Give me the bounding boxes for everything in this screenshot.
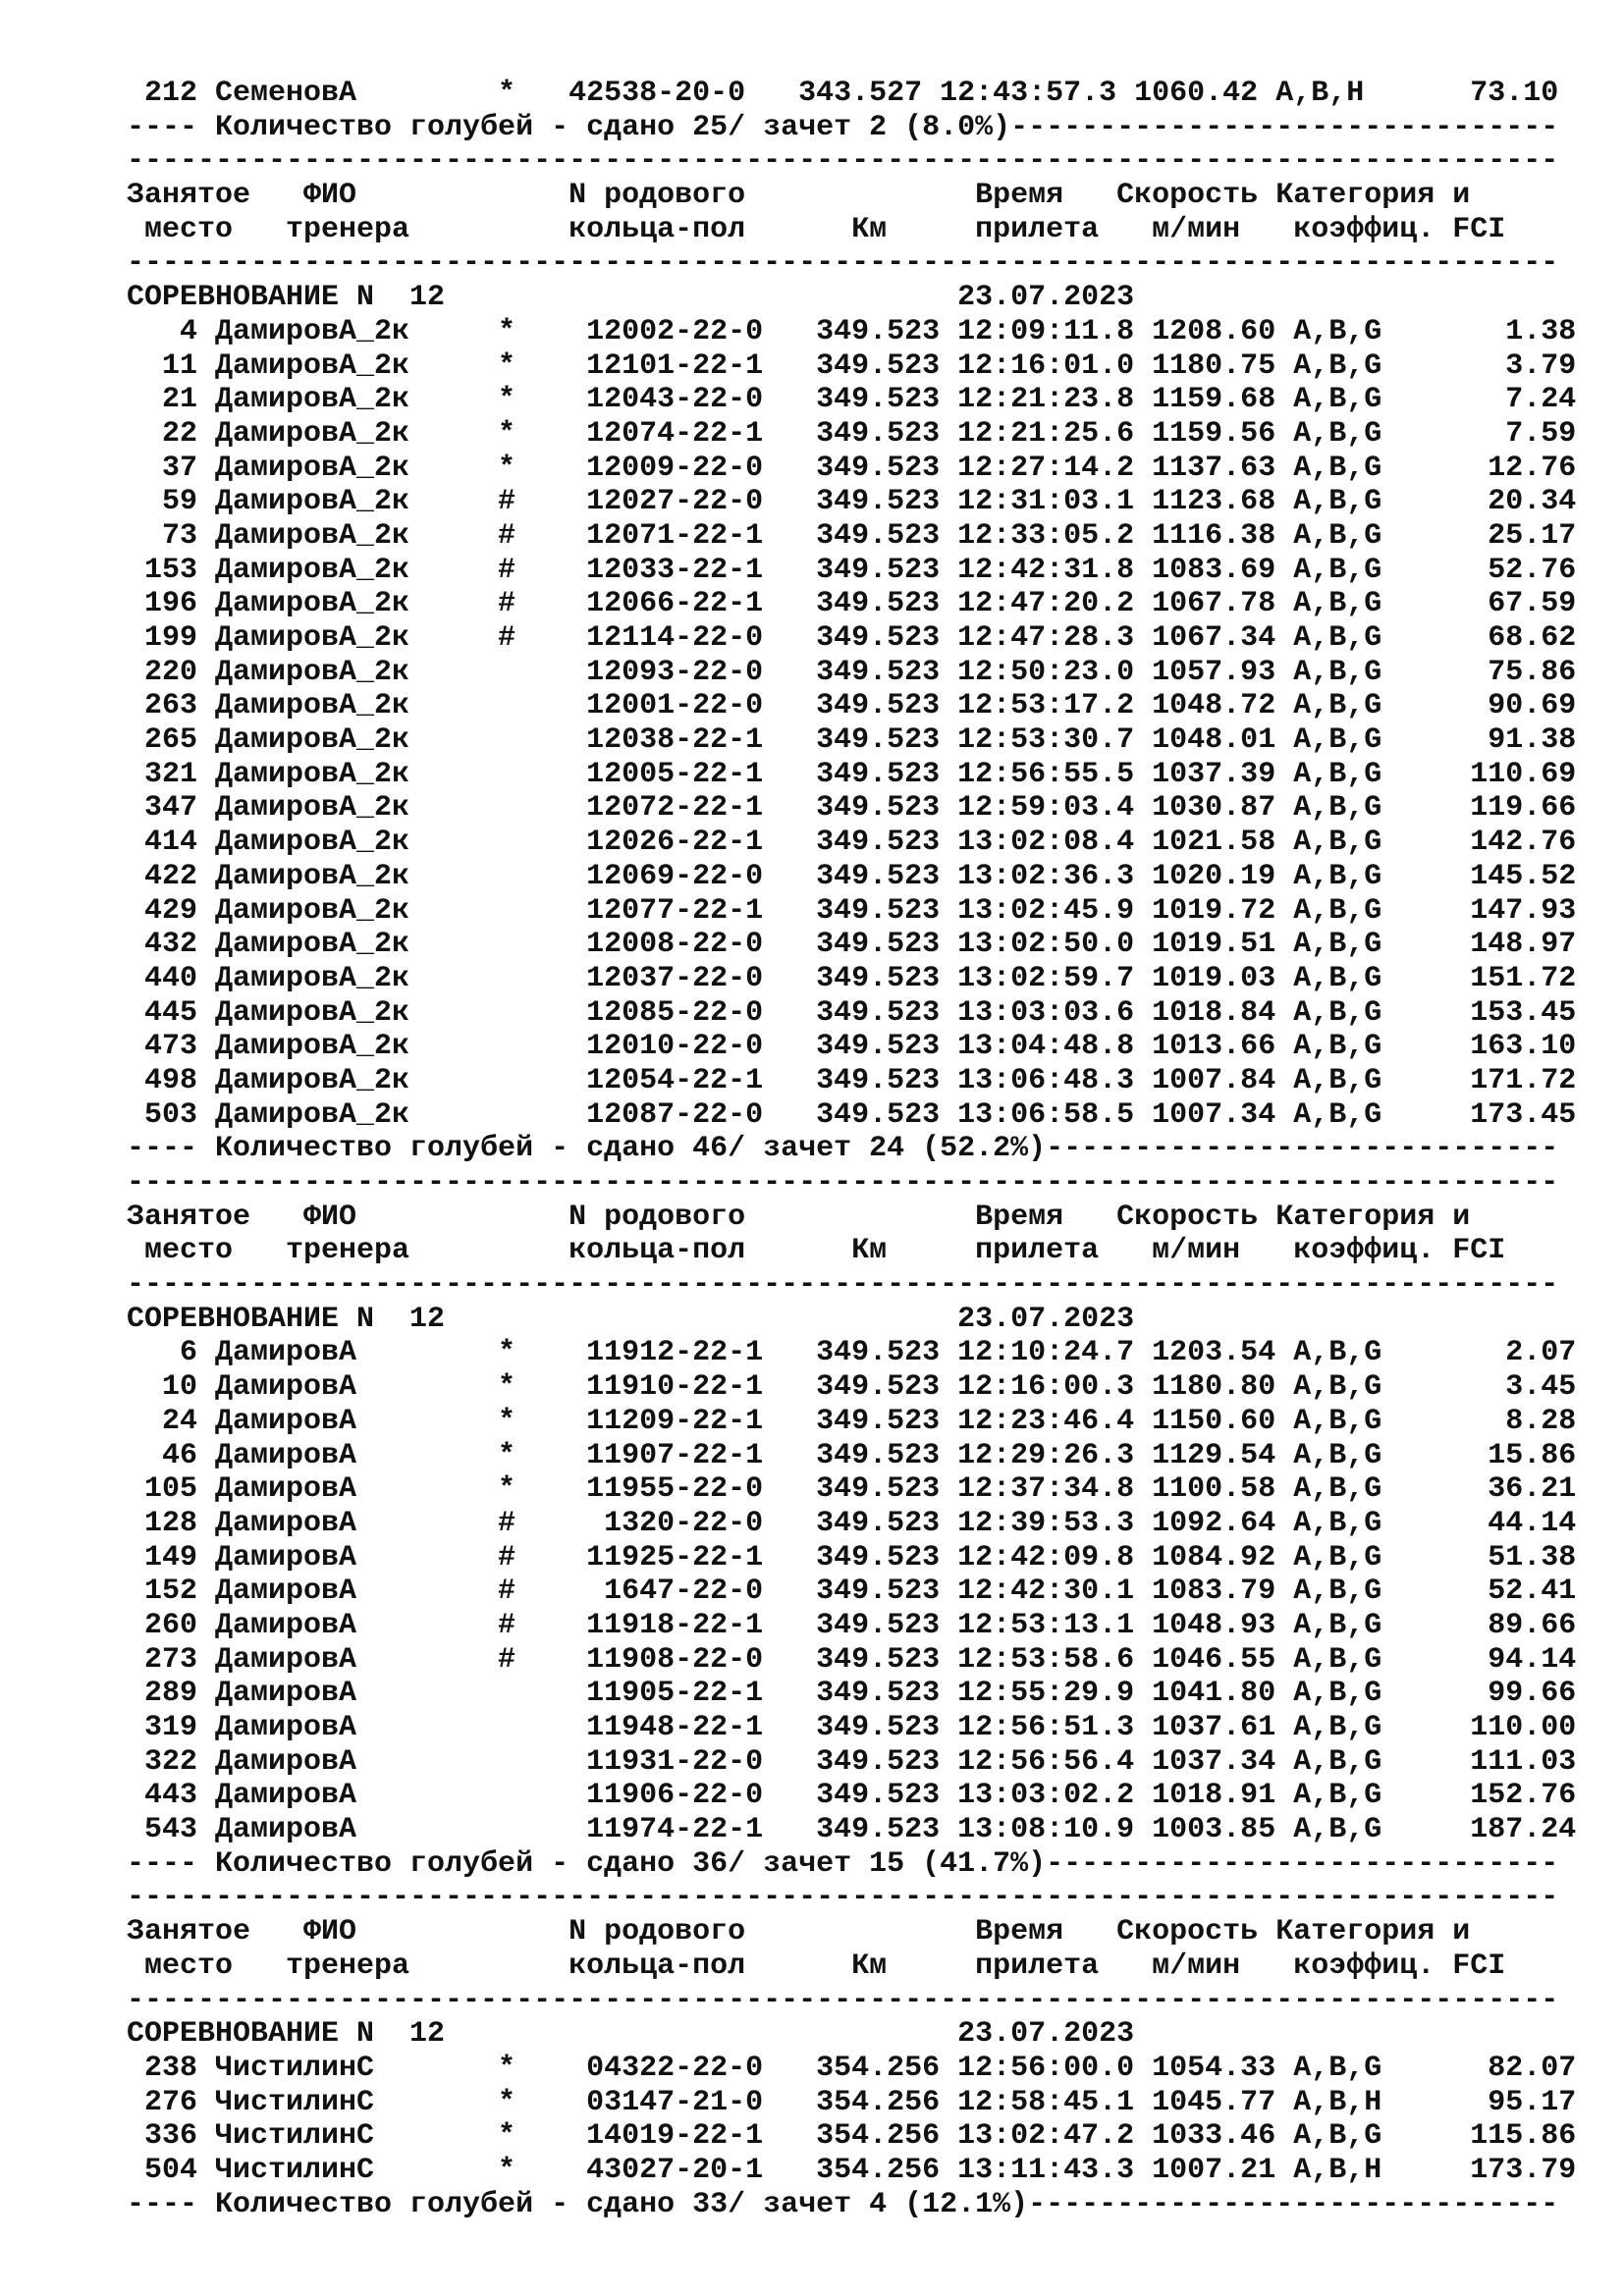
column-header-sub: место тренера кольца-пол Км прилета м/мин коэффиц. FCI [127,212,1506,246]
table-row: 220 ДамировА_2к 12093-22-0 349.523 12:50:23.0 1057.93 A,B,G 75.86 [127,655,1577,689]
divider-line: --------------------------------------------------------------------------------- [127,1983,1559,2017]
section-summary: ---- Количество голубей - сдано 33/ зачет 4 (12.1%)------------------------------ [127,2187,1559,2221]
table-row: 212 СеменовА * 42538-20-0 343.527 12:43:57.3 1060.42 A,B,H 73.10 [127,77,1559,110]
table-row: 443 ДамировА 11906-22-0 349.523 13:03:02.2 1018.91 A,B,G 152.76 [127,1779,1577,1813]
table-row: 6 ДамировА * 11912-22-1 349.523 12:10:24.7 1203.54 A,B,G 2.07 [127,1336,1577,1370]
column-header: Занятое ФИО N родового Время Скорость Категория и [127,1915,1471,1949]
table-row: 543 ДамировА 11974-22-1 349.523 13:08:10.9 1003.85 A,B,G 187.24 [127,1813,1577,1847]
table-row: 273 ДамировА # 11908-22-0 349.523 12:53:58.6 1046.55 A,B,G 94.14 [127,1642,1577,1677]
table-row: 46 ДамировА * 11907-22-1 349.523 12:29:26.3 1129.54 A,B,G 15.86 [127,1438,1577,1472]
table-row: 24 ДамировА * 11209-22-1 349.523 12:23:46.4 1150.60 A,B,G 8.28 [127,1404,1577,1438]
table-row: 105 ДамировА * 11955-22-0 349.523 12:37:34.8 1100.58 A,B,G 36.21 [127,1472,1577,1507]
table-row: 37 ДамировА_2к * 12009-22-0 349.523 12:27:14.2 1137.63 A,B,G 12.76 [127,451,1577,485]
table-row: 260 ДамировА # 11918-22-1 349.523 12:53:13.1 1048.93 A,B,G 89.66 [127,1608,1577,1642]
competition-heading: СОРЕВНОВАНИЕ N 12 23.07.2023 [127,2017,1135,2052]
table-row: 432 ДамировА_2к 12008-22-0 349.523 13:02:50.0 1019.51 A,B,G 148.97 [127,928,1577,962]
table-row: 59 ДамировА_2к # 12027-22-0 349.523 12:31:03.1 1123.68 A,B,G 20.34 [127,485,1577,519]
table-row: 445 ДамировА_2к 12085-22-0 349.523 13:03:03.6 1018.84 A,B,G 153.45 [127,995,1577,1030]
column-header: Занятое ФИО N родового Время Скорость Категория и [127,179,1471,213]
divider-line: --------------------------------------------------------------------------------- [127,1268,1559,1303]
table-row: 73 ДамировА_2к # 12071-22-1 349.523 12:33:05.2 1116.38 A,B,G 25.17 [127,518,1577,553]
section-summary: ---- Количество голубей - сдано 46/ зачет 24 (52.2%)----------------------------- [127,1132,1559,1166]
table-row: 265 ДамировА_2к 12038-22-1 349.523 12:53:30.7 1048.01 A,B,G 91.38 [127,723,1577,758]
table-row: 22 ДамировА_2к * 12074-22-1 349.523 12:21:25.6 1159.56 A,B,G 7.59 [127,416,1577,451]
table-row: 199 ДамировА_2к # 12114-22-0 349.523 12:47:28.3 1067.34 A,B,G 68.62 [127,621,1577,655]
table-row: 440 ДамировА_2к 12037-22-0 349.523 13:02:59.7 1019.03 A,B,G 151.72 [127,961,1577,995]
table-row: 196 ДамировА_2к # 12066-22-1 349.523 12:47:20.2 1067.78 A,B,G 67.59 [127,587,1577,621]
table-row: 414 ДамировА_2к 12026-22-1 349.523 13:02:08.4 1021.58 A,B,G 142.76 [127,826,1577,860]
table-row: 10 ДамировА * 11910-22-1 349.523 12:16:00.3 1180.80 A,B,G 3.45 [127,1370,1577,1405]
table-row: 336 ЧистилинС * 14019-22-1 354.256 13:02:47.2 1033.46 A,B,G 115.86 [127,2119,1577,2154]
section-summary: ---- Количество голубей - сдано 25/ зачет 2 (8.0%)------------------------------- [127,110,1559,144]
divider-line: --------------------------------------------------------------------------------- [127,246,1559,281]
results-document [127,77,1576,2221]
table-row: 152 ДамировА # 1647-22-0 349.523 12:42:30.1 1083.79 A,B,G 52.41 [127,1575,1577,1609]
table-row: 321 ДамировА_2к 12005-22-1 349.523 12:56:55.5 1037.39 A,B,G 110.69 [127,757,1577,791]
competition-heading: СОРЕВНОВАНИЕ N 12 23.07.2023 [127,281,1135,315]
column-header-sub: место тренера кольца-пол Км прилета м/мин коэффиц. FCI [127,1949,1506,1983]
table-row: 503 ДамировА_2к 12087-22-0 349.523 13:06:58.5 1007.34 A,B,G 173.45 [127,1097,1577,1132]
divider-line: --------------------------------------------------------------------------------- [127,1166,1559,1200]
table-row: 238 ЧистилинС * 04322-22-0 354.256 12:56:00.0 1054.33 A,B,G 82.07 [127,2051,1577,2085]
table-row: 322 ДамировА 11931-22-0 349.523 12:56:56.4 1037.34 A,B,G 111.03 [127,1744,1577,1779]
table-row: 498 ДамировА_2к 12054-22-1 349.523 13:06:48.3 1007.84 A,B,G 171.72 [127,1063,1577,1097]
table-row: 429 ДамировА_2к 12077-22-1 349.523 13:02:45.9 1019.72 A,B,G 147.93 [127,893,1577,928]
section-summary: ---- Количество голубей - сдано 36/ зачет 15 (41.7%)----------------------------- [127,1846,1559,1881]
table-row: 11 ДамировА_2к * 12101-22-1 349.523 12:16:01.0 1180.75 A,B,G 3.79 [127,348,1577,383]
table-row: 473 ДамировА_2к 12010-22-0 349.523 13:04:48.8 1013.66 A,B,G 163.10 [127,1030,1577,1064]
table-row: 128 ДамировА # 1320-22-0 349.523 12:39:53.3 1092.64 A,B,G 44.14 [127,1506,1577,1540]
table-row: 276 ЧистилинС * 03147-21-0 354.256 12:58:45.1 1045.77 A,B,H 95.17 [127,2085,1577,2119]
divider-line: --------------------------------------------------------------------------------- [127,144,1559,179]
column-header-sub: место тренера кольца-пол Км прилета м/мин коэффиц. FCI [127,1234,1506,1268]
table-row: 347 ДамировА_2к 12072-22-1 349.523 12:59:03.4 1030.87 A,B,G 119.66 [127,791,1577,826]
table-row: 263 ДамировА_2к 12001-22-0 349.523 12:53:17.2 1048.72 A,B,G 90.69 [127,689,1577,723]
table-row: 504 ЧистилинС * 43027-20-1 354.256 13:11:43.3 1007.21 A,B,H 173.79 [127,2153,1577,2187]
divider-line: --------------------------------------------------------------------------------- [127,1881,1559,1915]
column-header: Занятое ФИО N родового Время Скорость Категория и [127,1200,1471,1234]
competition-heading: СОРЕВНОВАНИЕ N 12 23.07.2023 [127,1302,1135,1336]
table-row: 149 ДамировА # 11925-22-1 349.523 12:42:09.8 1084.92 A,B,G 51.38 [127,1540,1577,1575]
table-row: 289 ДамировА 11905-22-1 349.523 12:55:29.9 1041.80 A,B,G 99.66 [127,1677,1577,1711]
table-row: 422 ДамировА_2к 12069-22-0 349.523 13:02:36.3 1020.19 A,B,G 145.52 [127,859,1577,893]
table-row: 4 ДамировА_2к * 12002-22-0 349.523 12:09:11.8 1208.60 A,B,G 1.38 [127,314,1577,348]
table-row: 319 ДамировА 11948-22-1 349.523 12:56:51.3 1037.61 A,B,G 110.00 [127,1711,1577,1744]
table-row: 21 ДамировА_2к * 12043-22-0 349.523 12:21:23.8 1159.68 A,B,G 7.24 [127,383,1577,417]
table-row: 153 ДамировА_2к # 12033-22-1 349.523 12:42:31.8 1083.69 A,B,G 52.76 [127,553,1577,587]
